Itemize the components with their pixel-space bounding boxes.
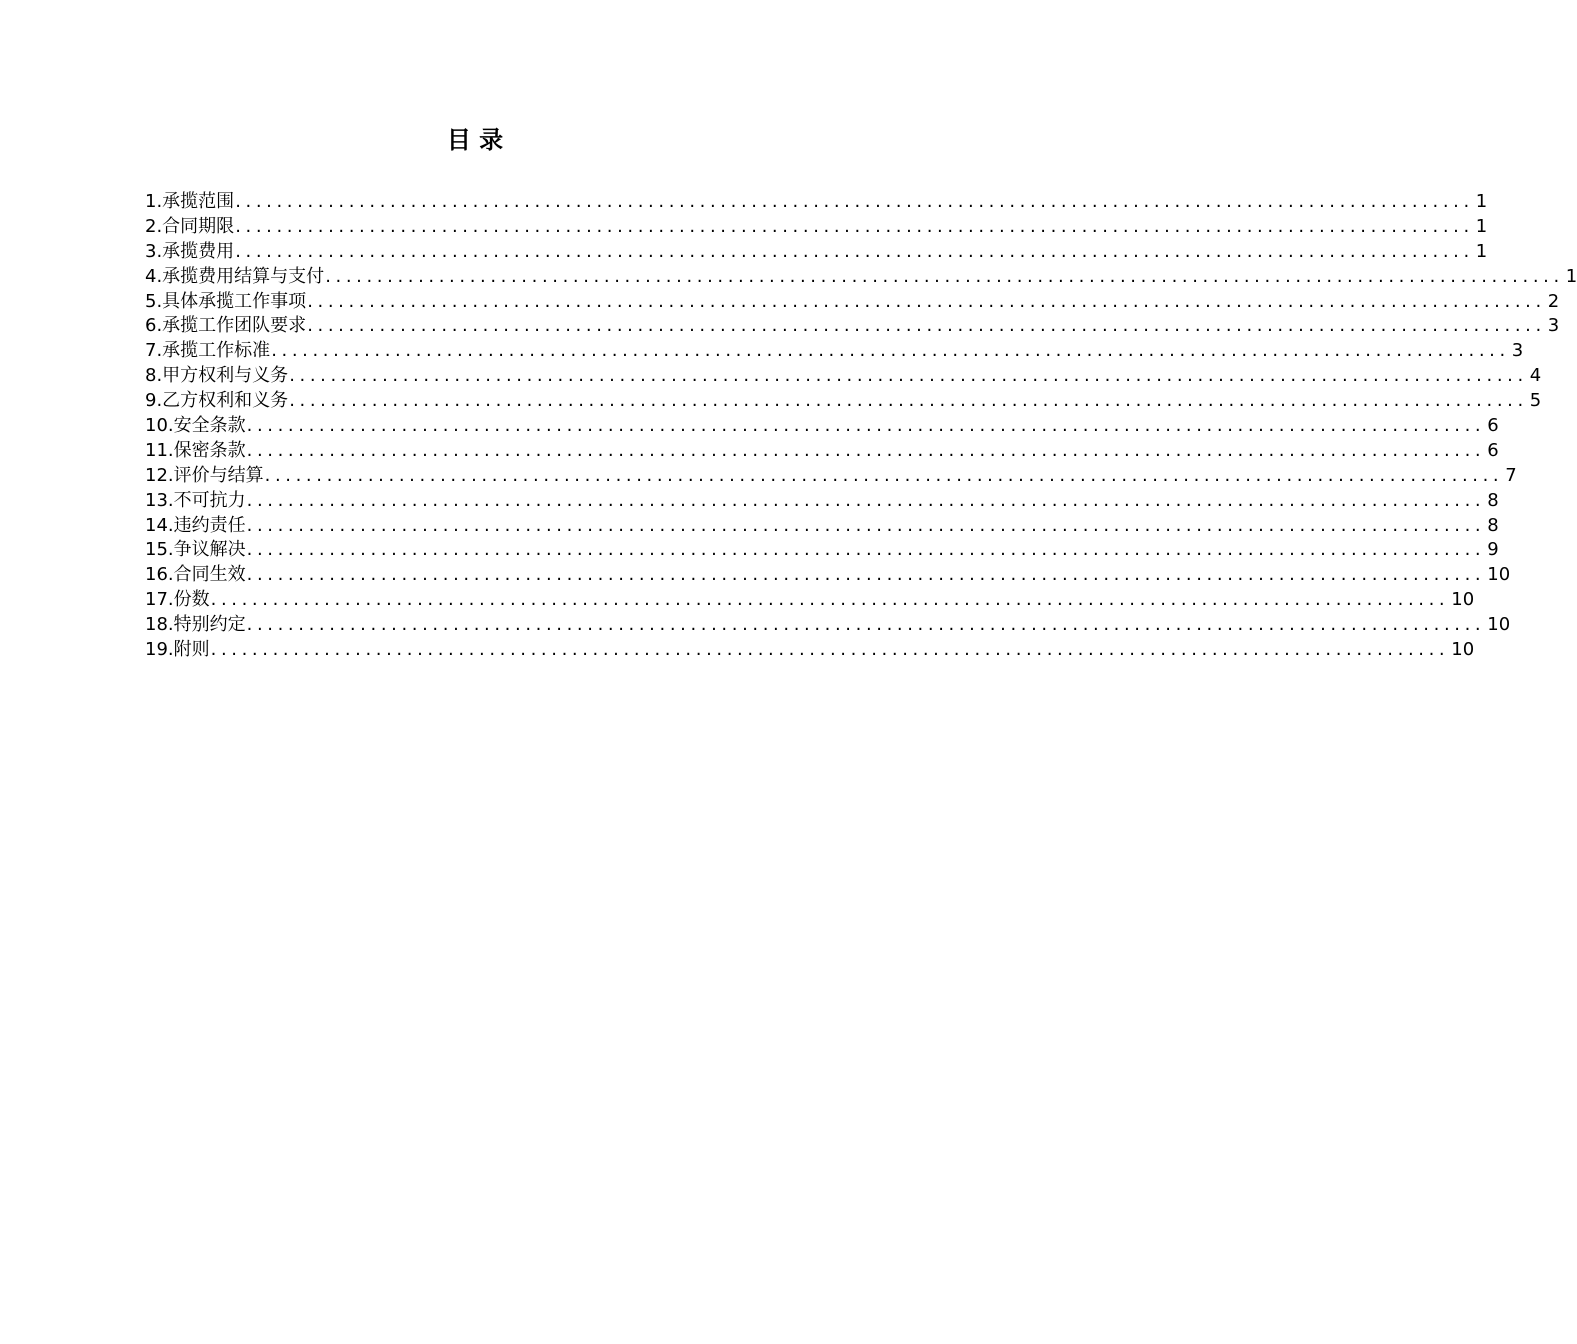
- toc-entry[interactable]: [145, 613, 1511, 638]
- toc-entry-page: 5: [1529, 390, 1542, 412]
- toc-entry-label: 8.甲方权利与义务: [145, 365, 289, 387]
- toc-entry-page: 10: [1451, 639, 1475, 661]
- toc-entry[interactable]: [145, 265, 1577, 290]
- toc-entry[interactable]: [145, 190, 1488, 215]
- toc-entry-page: 10: [1487, 614, 1511, 636]
- toc-entry-page: 1: [1475, 240, 1488, 262]
- toc-leader-dots: ........................................................................................................................: [289, 365, 1528, 387]
- toc-entry[interactable]: [145, 638, 1475, 663]
- toc-entry-label: 11.保密条款: [145, 439, 246, 461]
- toc-entry-label: 9.乙方权利和义务: [145, 390, 289, 412]
- toc-leader-dots: ........................................................................................................................: [246, 614, 1486, 636]
- toc-entry[interactable]: [145, 389, 1542, 414]
- toc-entry-page: 10: [1451, 589, 1475, 611]
- toc-leader-dots: ........................................................................................................................: [246, 564, 1486, 586]
- toc-entry[interactable]: [145, 439, 1499, 464]
- toc-entry-page: 8: [1487, 514, 1499, 536]
- toc-entry-page: 3: [1511, 340, 1524, 362]
- toc-entry-label: 17.份数: [145, 589, 210, 611]
- toc-entry-page: 6: [1487, 439, 1499, 461]
- toc-entry[interactable]: [145, 339, 1524, 364]
- toc-entry-label: 12.评价与结算: [145, 464, 264, 486]
- toc-entry-label: 10.安全条款: [145, 415, 246, 437]
- toc-leader-dots: ........................................................................................................................: [271, 340, 1510, 362]
- toc-entry[interactable]: [145, 364, 1542, 389]
- toc-entry-page: 3: [1547, 315, 1560, 337]
- toc-entry-label: 14.违约责任: [145, 514, 246, 536]
- toc-entry-page: 9: [1487, 539, 1499, 561]
- toc-entry[interactable]: [145, 588, 1475, 613]
- toc-entry[interactable]: [145, 240, 1488, 265]
- toc-entry-page: 1: [1565, 265, 1577, 287]
- toc-entry-label: 18.特别约定: [145, 614, 246, 636]
- toc-entry-page: 2: [1547, 290, 1560, 312]
- toc-leader-dots: ........................................................................................................................: [235, 191, 1474, 212]
- toc-entry-label: 5.具体承揽工作事项: [145, 290, 307, 312]
- toc-leader-dots: ........................................................................................................................: [264, 464, 1504, 486]
- toc-entry-label: 16.合同生效: [145, 564, 246, 586]
- toc-entry[interactable]: [145, 538, 1499, 563]
- toc-leader-dots: ........................................................................................................................: [246, 539, 1486, 561]
- toc-entry[interactable]: [145, 464, 1517, 489]
- toc-leader-dots: ........................................................................................................................: [325, 265, 1564, 287]
- toc-entry[interactable]: [145, 514, 1499, 539]
- toc-entry-label: 7.承揽工作标准: [145, 340, 271, 362]
- toc-leader-dots: ........................................................................................................................: [246, 439, 1486, 461]
- toc-entry-label: 19.附则: [145, 639, 210, 661]
- toc-leader-dots: ........................................................................................................................: [289, 390, 1528, 412]
- toc-leader-dots: ........................................................................................................................: [210, 589, 1450, 611]
- toc-entry-label: 3.承揽费用: [145, 240, 235, 262]
- toc-entry-page: 1: [1475, 215, 1488, 237]
- toc-entry[interactable]: [145, 414, 1499, 439]
- toc-entry[interactable]: [145, 290, 1560, 315]
- toc-entry-page: 10: [1487, 564, 1511, 586]
- toc-entry[interactable]: [145, 489, 1499, 514]
- toc-entry-label: 15.争议解决: [145, 539, 246, 561]
- toc-entry-page: 4: [1529, 365, 1542, 387]
- toc-entry[interactable]: [145, 215, 1488, 240]
- toc-entry-label: 1.承揽范围: [145, 191, 235, 212]
- toc-list: [145, 190, 1577, 663]
- toc-entry-label: 2.合同期限: [145, 215, 235, 237]
- toc-leader-dots: ........................................................................................................................: [246, 415, 1486, 437]
- toc-leader-dots: ........................................................................................................................: [235, 240, 1474, 262]
- toc-entry-label: 13.不可抗力: [145, 489, 246, 511]
- toc-entry[interactable]: [145, 314, 1560, 339]
- toc-leader-dots: ........................................................................................................................: [246, 489, 1486, 511]
- toc-leader-dots: ........................................................................................................................: [210, 639, 1450, 661]
- toc-leader-dots: ........................................................................................................................: [307, 315, 1546, 337]
- toc-entry-label: 4.承揽费用结算与支付: [145, 265, 325, 287]
- toc-entry-page: 8: [1487, 489, 1499, 511]
- toc-title: 目 录: [446, 126, 504, 154]
- toc-entry-label: 6.承揽工作团队要求: [145, 315, 307, 337]
- toc-entry[interactable]: [145, 563, 1511, 588]
- toc-leader-dots: ........................................................................................................................: [307, 290, 1546, 312]
- toc-leader-dots: ........................................................................................................................: [235, 215, 1474, 237]
- toc-entry-page: 7: [1505, 464, 1517, 486]
- toc-entry-page: 1: [1475, 191, 1488, 212]
- toc-entry-page: 6: [1487, 415, 1499, 437]
- toc-leader-dots: ........................................................................................................................: [246, 514, 1486, 536]
